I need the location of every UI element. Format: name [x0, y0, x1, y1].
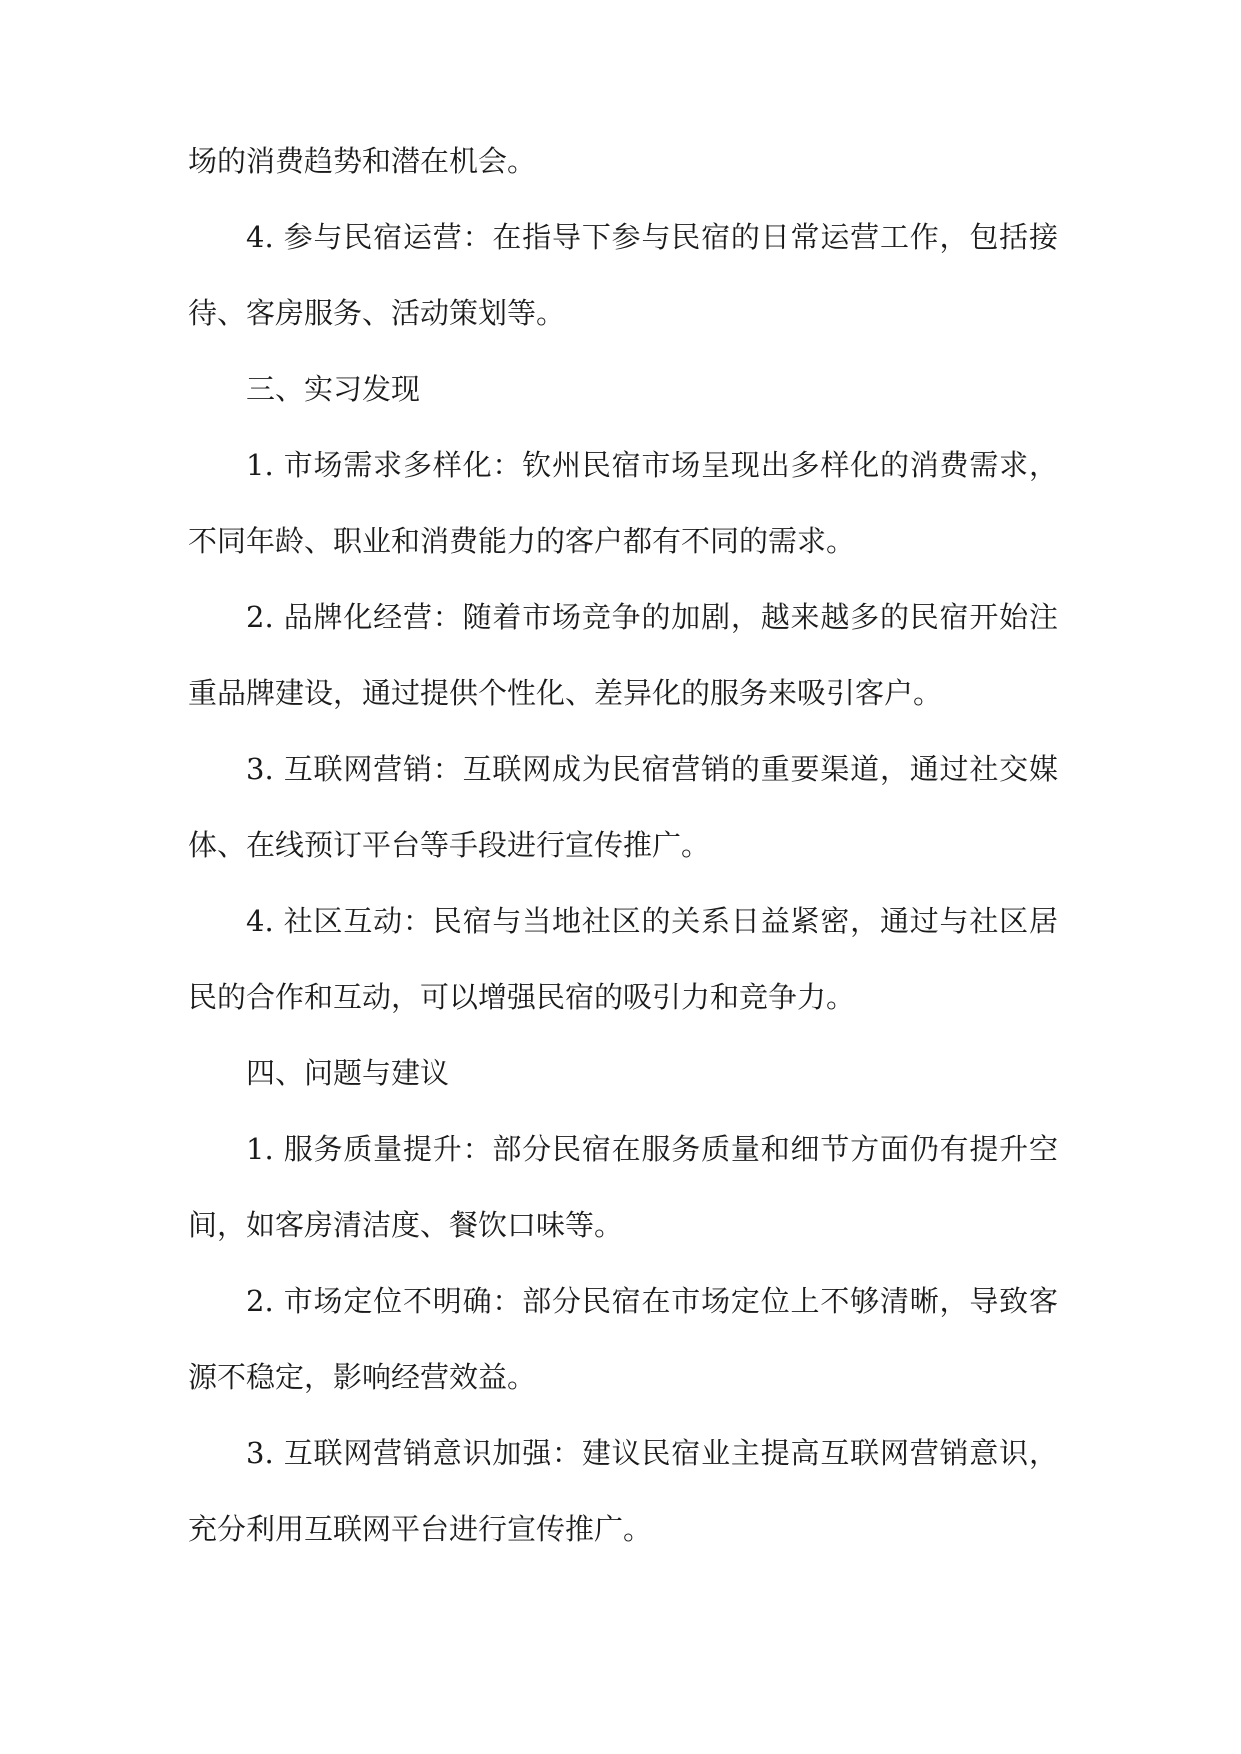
text-line: 待、客房服务、活动策划等。 — [188, 296, 566, 330]
text-line: 不同年龄、职业和消费能力的客户都有不同的需求。 — [188, 524, 856, 558]
section-heading: 四、问题与建议 — [246, 1056, 450, 1090]
section-heading: 三、实习发现 — [246, 372, 421, 406]
list-item-line: 3. 互联网营销意识加强：建议民宿业主提高互联网营销意识， — [246, 1436, 1058, 1470]
text-line: 源不稳定，影响经营效益。 — [188, 1360, 537, 1394]
text-line: 民的合作和互动，可以增强民宿的吸引力和竞争力。 — [188, 980, 856, 1014]
text-line: 体、在线预订平台等手段进行宣传推广。 — [188, 828, 711, 862]
list-item-line: 1. 服务质量提升：部分民宿在服务质量和细节方面仍有提升空 — [246, 1132, 1058, 1166]
list-item-line: 2. 市场定位不明确：部分民宿在市场定位上不够清晰，导致客 — [246, 1284, 1058, 1318]
text-line: 充分利用互联网平台进行宣传推广。 — [188, 1512, 653, 1546]
text-line: 场的消费趋势和潜在机会。 — [188, 144, 537, 178]
text-line: 重品牌建设，通过提供个性化、差异化的服务来吸引客户。 — [188, 676, 943, 710]
text-line: 间，如客房清洁度、餐饮口味等。 — [188, 1208, 624, 1242]
list-item-line: 4. 社区互动：民宿与当地社区的关系日益紧密，通过与社区居 — [246, 904, 1058, 938]
list-item-line: 4. 参与民宿运营：在指导下参与民宿的日常运营工作，包括接 — [246, 220, 1058, 254]
list-item-line: 3. 互联网营销：互联网成为民宿营销的重要渠道，通过社交媒 — [246, 752, 1058, 786]
document-body — [188, 142, 1058, 1586]
list-item-line: 1. 市场需求多样化：钦州民宿市场呈现出多样化的消费需求， — [246, 448, 1058, 482]
list-item-line: 2. 品牌化经营：随着市场竞争的加剧，越来越多的民宿开始注 — [246, 600, 1058, 634]
